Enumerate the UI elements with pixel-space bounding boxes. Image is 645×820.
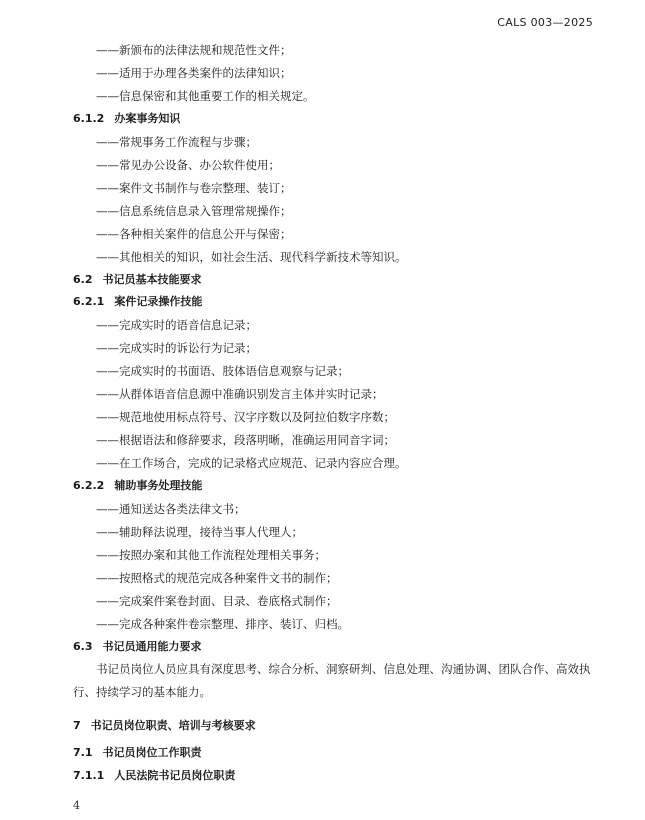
- section-number: 6.3: [73, 640, 93, 653]
- list-item: ——根据语法和修辞要求，段落明晰，准确运用同音字词；: [96, 433, 395, 447]
- list-item: ——完成实时的诉讼行为记录；: [96, 341, 257, 355]
- section-number: 7.1: [73, 746, 93, 759]
- list-item: ——信息保密和其他重要工作的相关规定。: [96, 89, 315, 103]
- list-item: ——按照格式的规范完成各种案件文书的制作；: [96, 571, 338, 585]
- section-heading-7: [73, 719, 256, 733]
- section-number: 6.1.2: [73, 112, 105, 125]
- list-item: ——按照办案和其他工作流程处理相关事务；: [96, 548, 326, 562]
- page-number: 4: [73, 799, 80, 812]
- section-number: 6.2.1: [73, 295, 105, 308]
- list-item: ——规范地使用标点符号、汉字序数以及阿拉伯数字序数；: [96, 410, 395, 424]
- section-heading-6-2-1: [73, 295, 202, 309]
- list-item: ——从群体语音信息源中准确识别发言主体并实时记录；: [96, 387, 384, 401]
- section-number: 6.2.2: [73, 479, 105, 492]
- list-item: ——适用于办理各类案件的法律知识；: [96, 66, 292, 80]
- paragraph-line: 书记员岗位人员应具有深度思考、综合分析、洞察研判、信息处理、沟通协调、团队合作、高效执: [96, 662, 591, 676]
- list-item: ——在工作场合，完成的记录格式应规范、记录内容应合理。: [96, 456, 407, 470]
- section-title: 书记员岗位职责、培训与考核要求: [90, 719, 256, 732]
- section-title: 辅助事务处理技能: [114, 479, 203, 492]
- list-item: ——常规事务工作流程与步骤；: [96, 135, 257, 149]
- section-heading-6-1-2: [73, 112, 180, 126]
- list-item: ——信息系统信息录入管理常规操作；: [96, 204, 292, 218]
- section-title: 书记员基本技能要求: [102, 273, 202, 286]
- list-item: ——辅助释法说理，接待当事人代理人；: [96, 525, 303, 539]
- section-heading-6-3: [73, 640, 202, 654]
- section-heading-7-1: [73, 746, 202, 760]
- list-item: ——其他相关的知识，如社会生活、现代科学新技术等知识。: [96, 250, 407, 264]
- section-heading-6-2: [73, 273, 202, 287]
- section-heading-6-2-2: [73, 479, 202, 493]
- list-item: ——案件文书制作与卷宗整理、装订；: [96, 181, 292, 195]
- document-code: CALS 003—2025: [497, 16, 593, 29]
- section-heading-7-1-1: [73, 769, 235, 783]
- section-title: 案件记录操作技能: [114, 295, 203, 308]
- paragraph-line: 行、持续学习的基本能力。: [73, 685, 211, 699]
- section-title: 人民法院书记员岗位职责: [114, 769, 236, 782]
- section-title: 书记员通用能力要求: [102, 640, 202, 653]
- list-item: ——通知送达各类法律文书；: [96, 502, 246, 516]
- section-number: 7.1.1: [73, 769, 105, 782]
- list-item: ——完成实时的语音信息记录；: [96, 318, 257, 332]
- list-item: ——完成案件案卷封面、目录、卷底格式制作；: [96, 594, 338, 608]
- section-title: 办案事务知识: [114, 112, 181, 125]
- list-item: ——各种相关案件的信息公开与保密；: [96, 227, 292, 241]
- section-number: 7: [73, 719, 81, 732]
- section-title: 书记员岗位工作职责: [102, 746, 202, 759]
- list-item: ——完成实时的书面语、肢体语信息观察与记录；: [96, 364, 349, 378]
- list-item: ——新颁布的法律法规和规范性文件；: [96, 43, 292, 57]
- section-number: 6.2: [73, 273, 93, 286]
- list-item: ——常见办公设备、办公软件使用；: [96, 158, 280, 172]
- list-item: ——完成各种案件卷宗整理、排序、装订、归档。: [96, 617, 349, 631]
